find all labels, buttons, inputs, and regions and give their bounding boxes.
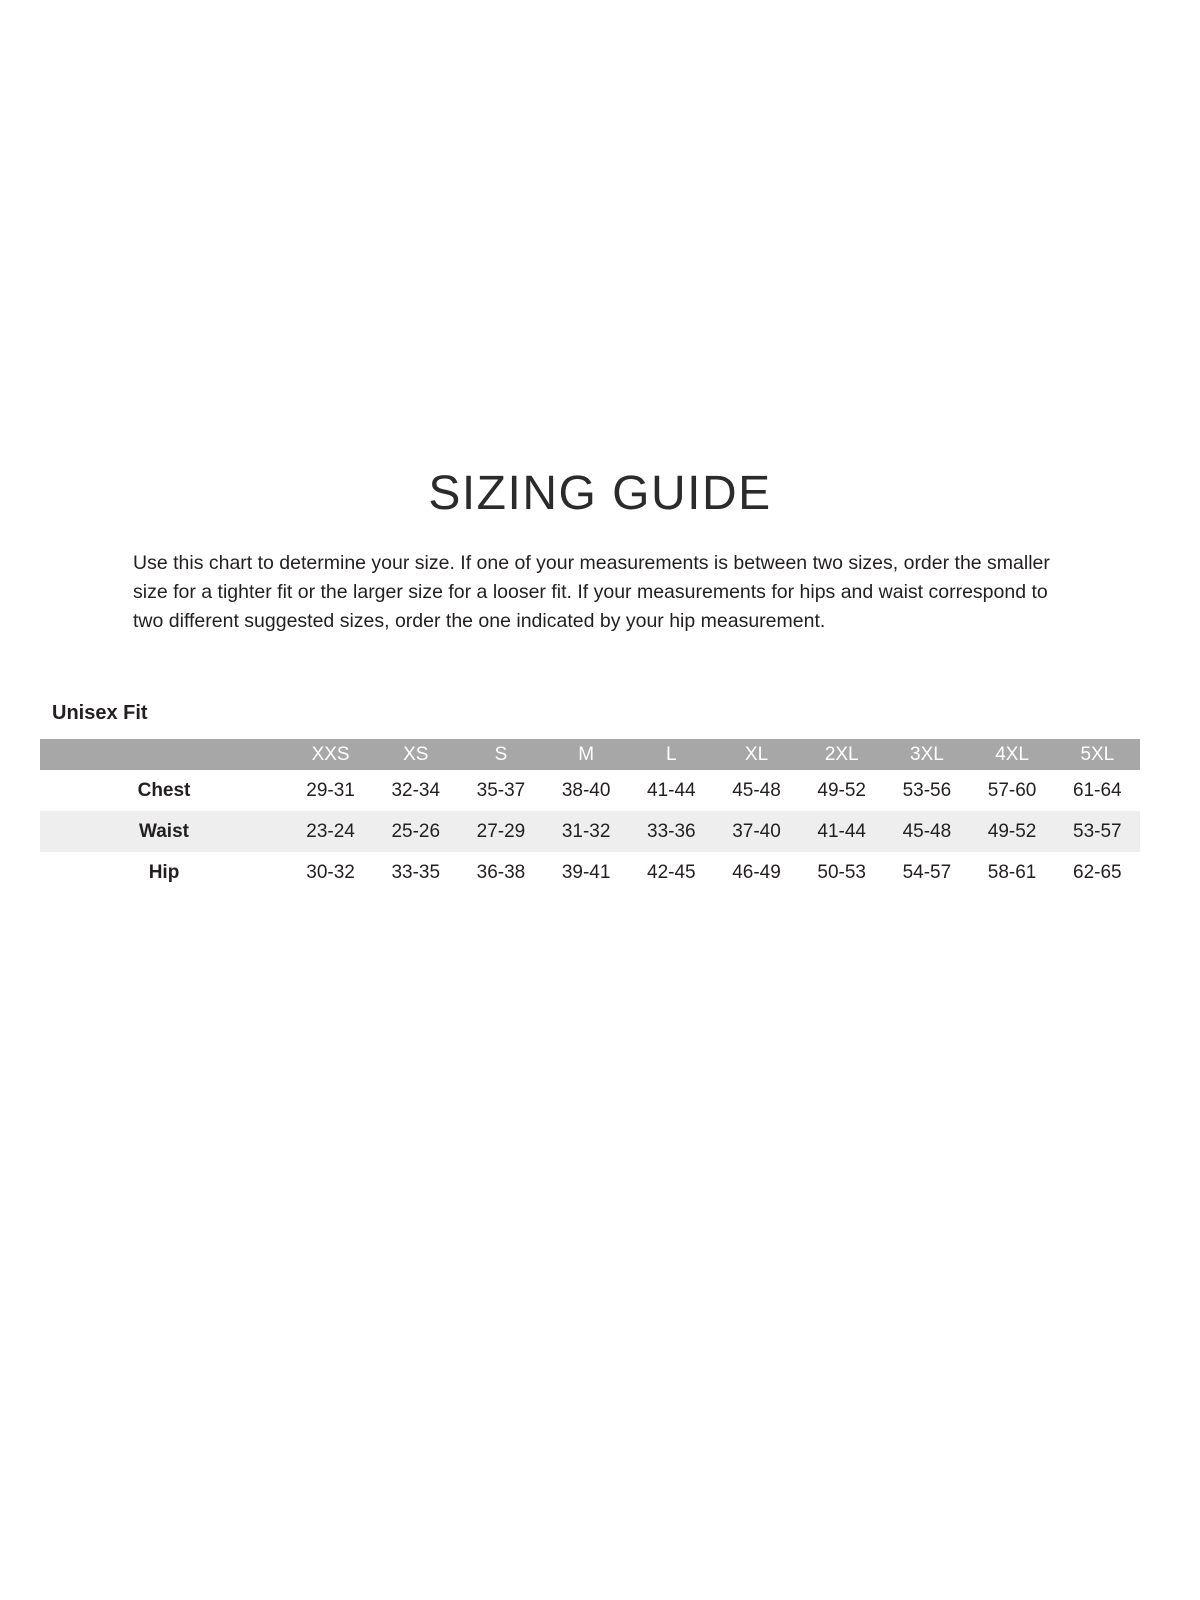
measurement-value-cell: 53-57 — [1073, 820, 1122, 842]
size-column-header: 5XL — [1055, 739, 1140, 770]
measurement-value-cell: 33-36 — [647, 820, 696, 842]
size-table-row — [40, 770, 1140, 811]
measurement-value-cell: 58-61 — [987, 861, 1037, 883]
measurement-value-cell: 53-56 — [902, 779, 952, 801]
measurement-value-cell: 45-48 — [732, 779, 781, 801]
measurement-value-cell: 41-44 — [647, 779, 696, 801]
size-column-header: M — [544, 739, 629, 770]
measurement-value-cell: 27-29 — [476, 820, 526, 842]
measurement-value-cell: 41-44 — [817, 820, 867, 842]
measurement-value-cell: 33-35 — [391, 861, 441, 883]
measurement-value-cell: 37-40 — [732, 820, 781, 842]
size-column-header: 2XL — [799, 739, 884, 770]
size-column-header: 4XL — [970, 739, 1055, 770]
size-column-header: L — [629, 739, 714, 770]
size-table-row — [40, 811, 1140, 852]
measurement-value-cell: 29-31 — [306, 779, 355, 801]
size-table-row — [40, 852, 1140, 893]
measurement-value-cell: 23-24 — [306, 820, 355, 842]
section-heading-unisex-fit: Unisex Fit — [52, 702, 148, 724]
size-column-header: XS — [373, 739, 458, 770]
measurement-row-label: Hip — [148, 861, 180, 883]
measurement-value-cell: 30-32 — [306, 861, 355, 883]
size-column-header: 3XL — [884, 739, 969, 770]
measurement-value-cell: 25-26 — [391, 820, 441, 842]
size-table — [40, 739, 1140, 893]
measurement-value-cell: 49-52 — [817, 779, 867, 801]
measurement-value-cell: 57-60 — [987, 779, 1037, 801]
measurement-value-cell: 61-64 — [1073, 779, 1122, 801]
measurement-value-cell: 32-34 — [391, 779, 441, 801]
measurement-value-cell: 50-53 — [817, 861, 867, 883]
size-table-corner-cell — [40, 739, 288, 770]
measurement-value-cell: 45-48 — [902, 820, 952, 842]
measurement-value-cell: 36-38 — [476, 861, 526, 883]
measurement-value-cell: 46-49 — [732, 861, 781, 883]
measurement-value-cell: 62-65 — [1073, 861, 1122, 883]
measurement-value-cell: 49-52 — [987, 820, 1037, 842]
size-table-header-row — [40, 739, 1140, 770]
measurement-value-cell: 38-40 — [561, 779, 611, 801]
measurement-value-cell: 31-32 — [561, 820, 611, 842]
measurement-value-cell: 39-41 — [561, 861, 611, 883]
measurement-value-cell: 54-57 — [902, 861, 952, 883]
measurement-row-label: Chest — [137, 779, 191, 801]
intro-text: Use this chart to determine your size. If one of your measurements is between two sizes, order the smaller size for a tighter fit or the larger size for a looser fit. If your measurements for hips and waist correspond to two different suggested sizes, order the one indicated by your hip measurement. — [133, 552, 1050, 632]
measurement-value-cell: 35-37 — [476, 779, 526, 801]
size-column-header: XXS — [288, 739, 373, 770]
size-column-header: S — [458, 739, 543, 770]
page-title: SIZING GUIDE — [428, 467, 772, 520]
size-column-header: XL — [714, 739, 799, 770]
measurement-row-label: Waist — [139, 820, 189, 842]
measurement-value-cell: 42-45 — [647, 861, 696, 883]
